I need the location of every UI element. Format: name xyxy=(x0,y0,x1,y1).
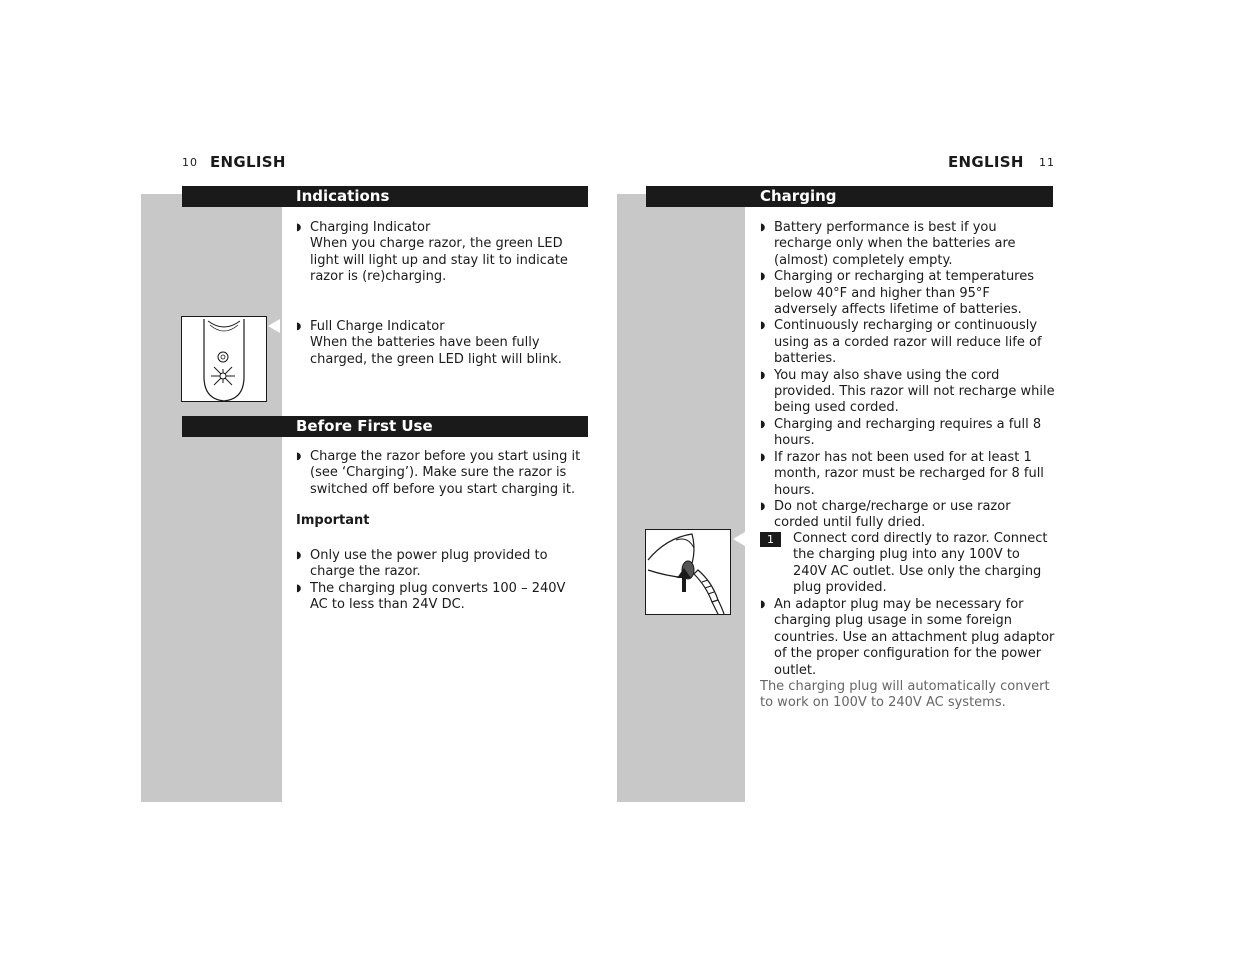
charging-bullet-7: ◗ Do not charge/recharge or use razor corded until fully dried. xyxy=(760,499,1055,532)
left-page-number: 10 xyxy=(182,156,198,169)
right-margin-column xyxy=(617,194,745,802)
charging-bullet-4: ◗ You may also shave using the cord provided. This razor will not recharge while being used corded. xyxy=(760,368,1055,417)
razor-led-illustration xyxy=(181,316,267,402)
step-1-text: Connect cord directly to razor. Connect the charging plug into any 100V to 240V AC outlet. Use only the charging plug provided. xyxy=(793,531,1048,596)
charging-bullet-3: ◗ Continuously recharging or continuously using as a corded razor will reduce life of batteries. xyxy=(760,318,1055,367)
plug-connection-drawing xyxy=(646,530,730,614)
right-page-header: ENGLISH xyxy=(948,153,1024,171)
full-charge-indicator-text: When the batteries have been fully charged, the green LED light will blink. xyxy=(310,335,562,367)
full-charge-indicator-label: ◗ Full Charge Indicator xyxy=(310,319,445,334)
charging-heading-bar xyxy=(646,186,1053,207)
indications-heading-bar xyxy=(182,186,588,207)
charging-indicator-item xyxy=(296,220,586,286)
charging-bullet-2: ◗ Charging or recharging at temperatures below 40°F and higher than 95°F adversely affects lifetime of batteries. xyxy=(760,269,1055,318)
charging-plug-note: The charging plug will automatically convert to work on 100V to 240V AC systems. xyxy=(760,679,1050,711)
charging-indicator-text: When you charge razor, the green LED light will light up and stay lit to indicate razor is (re)charging. xyxy=(310,236,568,285)
charging-indicator-label: ◗ Charging Indicator xyxy=(310,220,431,235)
charging-heading: Charging xyxy=(760,187,837,205)
step-number-badge: 1 xyxy=(760,532,781,547)
important-list xyxy=(296,548,586,614)
before-first-use-heading-bar xyxy=(182,416,588,437)
adaptor-section xyxy=(760,597,1055,712)
charging-bullet-5: ◗ Charging and recharging requires a full 8 hours. xyxy=(760,417,1055,450)
plug-illustration-pointer xyxy=(733,532,745,546)
razor-led-drawing xyxy=(182,317,266,401)
charging-bullets xyxy=(760,220,1055,532)
left-page-header: ENGLISH xyxy=(210,153,286,171)
full-charge-indicator-item xyxy=(296,319,586,368)
adaptor-bullet: ◗ An adaptor plug may be necessary for charging plug usage in some foreign countries. Use an attachment plug adaptor of the proper configuration for the power outlet. xyxy=(760,597,1055,679)
before-first-use-heading: Before First Use xyxy=(296,417,433,435)
important-label: Important xyxy=(296,513,370,528)
important-bullet-2: ◗ The charging plug converts 100 – 240V AC to less than 24V DC. xyxy=(296,581,586,614)
before-first-use-bullet: ◗ Charge the razor before you start using it (see ‘Charging’). Make sure the razor is switched off before you start charging it. xyxy=(296,449,586,498)
left-margin-column xyxy=(141,194,282,802)
right-page-number: 11 xyxy=(1039,156,1055,169)
illustration-pointer xyxy=(268,319,280,333)
charging-bullet-1: ◗ Battery performance is best if you recharge only when the batteries are (almost) completely empty. xyxy=(760,220,1055,269)
indications-heading: Indications xyxy=(296,187,390,205)
important-bullet-1: ◗ Only use the power plug provided to charge the razor. xyxy=(296,548,586,581)
plug-connection-illustration xyxy=(645,529,731,615)
charging-bullet-6: ◗ If razor has not been used for at least 1 month, razor must be recharged for 8 full hours. xyxy=(760,450,1055,499)
